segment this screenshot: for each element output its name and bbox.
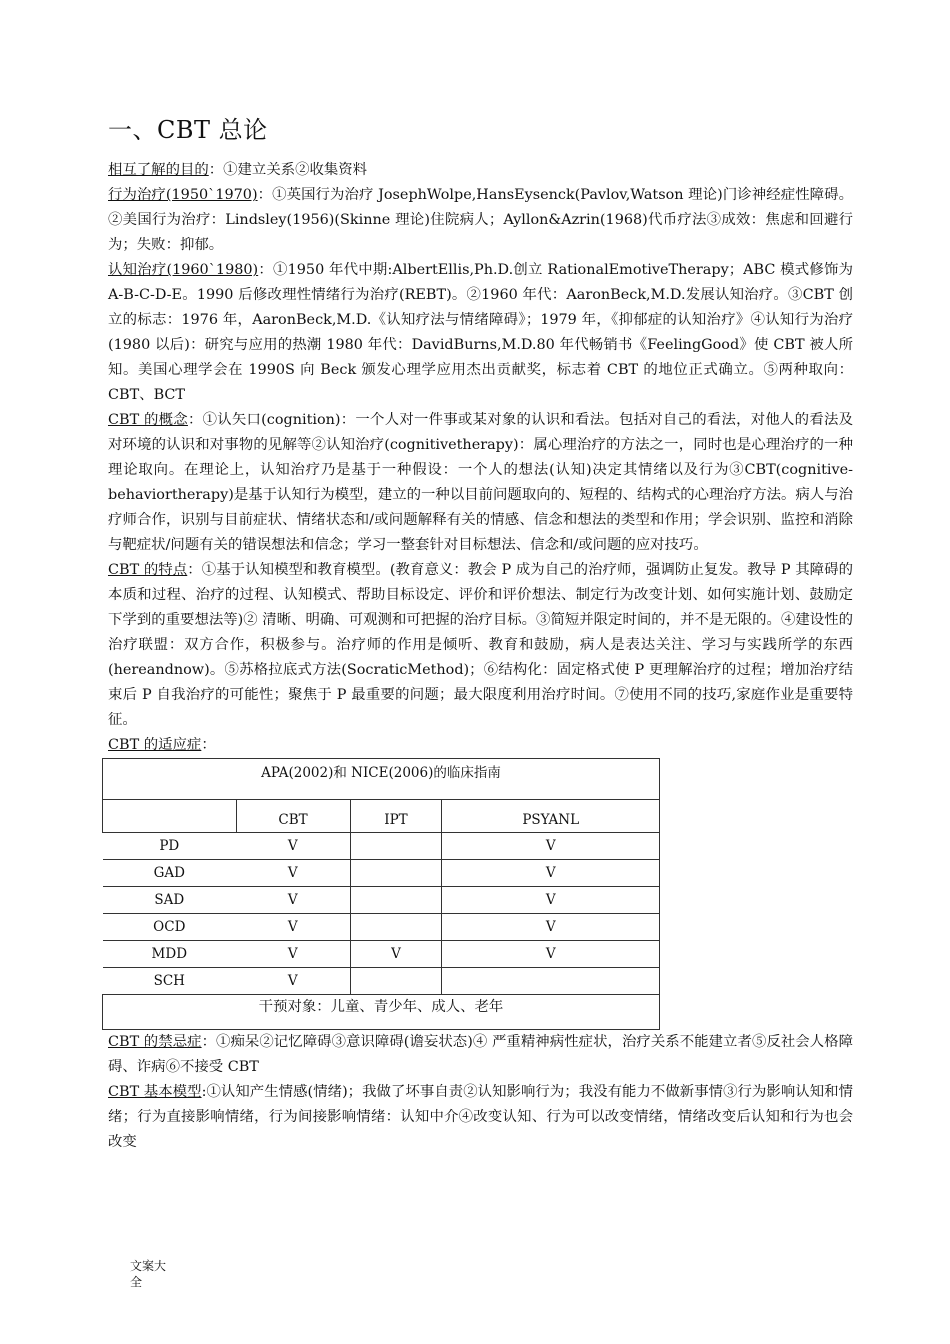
table-cell: SCH xyxy=(103,968,237,995)
table-cell xyxy=(350,968,442,995)
table-cell: V xyxy=(236,914,350,941)
section-label: CBT 的概念 xyxy=(108,412,188,428)
paragraph-cbt-concept xyxy=(108,408,853,558)
paragraph-contraindications xyxy=(108,1030,853,1080)
table-header-cell: CBT xyxy=(236,800,350,833)
page-footer: 文案大全 xyxy=(130,1259,167,1289)
section-text: ： xyxy=(201,737,216,753)
section-label: CBT 的特点 xyxy=(108,562,188,578)
paragraph-basic-model xyxy=(108,1080,853,1155)
page-title: 一、CBT 总论 xyxy=(108,116,268,144)
table-cell: SAD xyxy=(103,887,237,914)
table-row xyxy=(103,941,660,968)
paragraph-cbt-features xyxy=(108,558,853,733)
section-label: CBT 基本模型 xyxy=(108,1084,202,1100)
section-label: 相互了解的目的 xyxy=(108,162,209,178)
table-header-cell xyxy=(103,800,237,833)
table-cell: V xyxy=(236,941,350,968)
table-footer: 干预对象：儿童、青少年、成人、老年 xyxy=(103,995,660,1030)
table-header-row xyxy=(103,800,660,833)
table-cell: PD xyxy=(103,833,237,860)
section-text: ：①基于认知模型和教育模型。(教育意义：教会 P 成为自己的治疗师，强调防止复发。教导 P 其障碍的本质和过程、治疗的过程、认知模式、帮助目标设定、评价和评价想法、制定行为改变计划、如何实施计划、鼓励定下学到的重要想法等)② 清晰、明确、可观测和可把握的治疗目标。③简短并限定时间的，并不是无限的。④建设性的治疗联盟：双方合作，积极参与。治疗师的作用是倾听、教育和鼓励，病人是表达关注、学习与实践所学的东西(hereandnow)。⑤苏格拉底式方法(SocraticMethod)；⑥结构化：固定格式使 P 更理解治疗的过程；增加治疗结束后 P 自我治疗的可能性；聚焦于 P 最重要的问题；最大限度利用治疗时间。⑦使用不同的技巧,家庭作业是重要特征。 xyxy=(108,562,853,728)
paragraph-behavior-therapy xyxy=(108,183,853,258)
table-row xyxy=(103,887,660,914)
table-cell xyxy=(442,968,660,995)
table-cell: V xyxy=(442,941,660,968)
document-body xyxy=(108,158,853,1155)
table-cell: V xyxy=(236,887,350,914)
table-caption-row xyxy=(103,759,660,800)
table-header-cell: IPT xyxy=(350,800,442,833)
table-cell xyxy=(350,914,442,941)
table-cell: V xyxy=(442,914,660,941)
table-row xyxy=(103,914,660,941)
section-label: 行为治疗(1950`1970) xyxy=(108,187,258,203)
table-caption: APA(2002)和 NICE(2006)的临床指南 xyxy=(103,759,660,800)
table-cell: GAD xyxy=(103,860,237,887)
section-label: 认知治疗(1960`1980) xyxy=(108,262,259,278)
table-cell: V xyxy=(236,833,350,860)
table-cell: V xyxy=(442,887,660,914)
table-cell: V xyxy=(442,860,660,887)
section-text: :①认知产生情感(情绪)；我做了坏事自责②认知影响行为；我没有能力不做新事情③行为影响认知和情绪；行为直接影响情绪，行为间接影响情绪：认知中介④改变认知、行为可以改变情绪，情绪改变后认知和行为也会改变 xyxy=(108,1084,853,1150)
table-cell: V xyxy=(236,860,350,887)
section-text: ：①建立关系②收集资料 xyxy=(208,162,368,178)
section-text: ：①痴呆②记忆障碍③意识障碍(谵妄状态)④ 严重精神病性症状，治疗关系不能建立者⑤反社会人格障碍、诈病⑥不接受 CBT xyxy=(108,1034,853,1075)
section-text: ：①1950 年代中期:AlbertEllis,Ph.D.创立 RationalEmotiveTherapy；ABC 模式修饰为 A-B-C-D-E。1990 后修改理性情绪行为治疗(REBT)。②1960 年代：AaronBeck,M.D.发展认知治疗。③CBT 创立的标志：1976 年，AaronBeck,M.D.《认知疗法与情绪障碍》；1979 年，《抑郁症的认知治疗》④认知行为治疗(1980 以后)：研究与应用的热潮 1980 年代：DavidBurns,M.D.80 年代畅销书《FeelingGood》使 CBT 被人所知。美国心理学会在 1990S 向 Beck 颁发心理学应用杰出贡献奖，标志着 CBT 的地位正式确立。⑤两种取向：CBT、BCT xyxy=(108,262,854,403)
table-cell: V xyxy=(442,833,660,860)
table-cell xyxy=(350,887,442,914)
table-cell xyxy=(350,833,442,860)
paragraph-purpose xyxy=(108,158,853,183)
table-cell: V xyxy=(350,941,442,968)
table-row xyxy=(103,833,660,860)
table-cell: OCD xyxy=(103,914,237,941)
section-text: ：①认矢口(cognition)：一个人对一件事或某对象的认识和看法。包括对自己的看法，对他人的看法及对环境的认识和对事物的见解等②认知治疗(cognitivetherapy)：属心理治疗的方法之一，同时也是心理治疗的一种理论取向。在理论上，认知治疗乃是基于一种假设：一个人的想法(认知)决定其情绪以及行为③CBT(cognitive-behaviortherapy)是基于认知行为模型，建立的一种以目前问题取向的、短程的、结构式的心理治疗方法。病人与治疗师合作，识别与目前症状、情绪状态和/或问题解释有关的情感、信念和想法的类型和作用；学会识别、监控和消除与靶症状/问题有关的错误想法和信念；学习一整套针对目标想法、信念和/或问题的应对技巧。 xyxy=(108,412,854,553)
section-text: ：①英国行为治疗 JosephWolpe,HansEysenck(Pavlov,Watson 理论)门诊神经症性障碍。②美国行为治疗：Lindsley(1956)(Skinne 理论)住院病人；Ayllon&Azrin(1968)代币疗法③成效：焦虑和回避行为；失败：抑郁。 xyxy=(108,187,854,253)
table-cell xyxy=(350,860,442,887)
table-cell: MDD xyxy=(103,941,237,968)
table-footer-row xyxy=(103,995,660,1030)
table-cell: V xyxy=(236,968,350,995)
table-header-cell: PSYANL xyxy=(442,800,660,833)
table-row xyxy=(103,968,660,995)
paragraph-indications xyxy=(108,733,853,758)
table-row xyxy=(103,860,660,887)
section-label: CBT 的禁忌症 xyxy=(108,1034,202,1050)
clinical-guideline-table xyxy=(102,758,660,1030)
paragraph-cognitive-therapy xyxy=(108,258,853,408)
section-label: CBT 的适应症 xyxy=(108,737,202,753)
